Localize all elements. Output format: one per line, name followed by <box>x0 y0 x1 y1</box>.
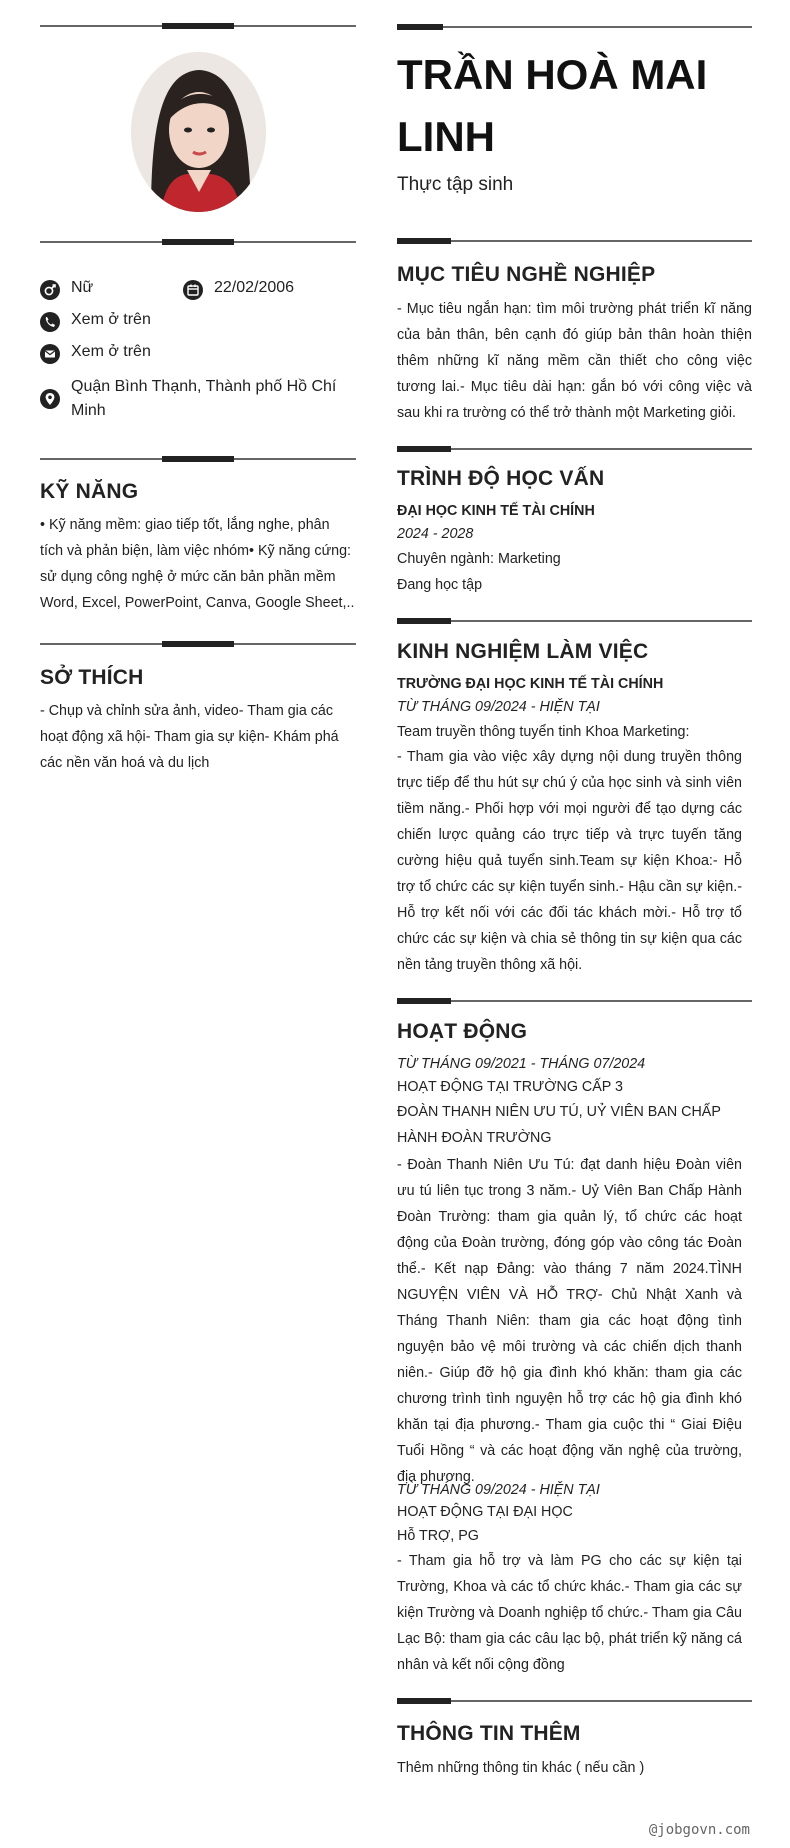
gender-text: Nữ <box>71 279 94 296</box>
email-text: Xem ở trên <box>71 343 151 360</box>
email-icon <box>40 344 60 364</box>
education-period: 2024 - 2028 <box>397 526 474 542</box>
divider-skills <box>40 458 356 460</box>
divider-activities <box>397 1000 752 1002</box>
activity-1-text: - Đoàn Thanh Niên Ưu Tú: đạt danh hiệu Đoàn viên ưu tú liên tục trong 3 năm.- Uỷ Viên Ban Chấp Hành Đoàn Trường: tham gia quản lý, tổ chức các hoạt động của Đoàn trường, đóng góp vào công tác Đoàn thể.- Kết nạp Đảng: vào tháng 7 năm 2024.TÌNH NGUYỆN VIÊN VÀ HỖ TRỢ- Chủ Nhật Xanh và Tháng Thanh Niên: tham gia các hoạt động tình nguyện bảo vệ môi trường và các chiến dịch thanh niên.- Giúp đỡ hộ gia đình khó khăn: tham gia các chương trình tình nguyện hỗ trợ các hộ gia đình khó khăn tại địa phương.- Tham gia cuộc thi “ Giai Điệu Tuổi Hồng “ và các hoạt động văn nghệ của trường, địa phương. <box>397 1157 742 1485</box>
hobbies-text: - Chụp và chỉnh sửa ảnh, video- Tham gia các hoạt động xã hội- Tham gia sự kiện- Khám phá các nền văn hoá và du lịch <box>40 703 339 771</box>
activity-1-org: HOẠT ĐỘNG TẠI TRƯỜNG CẤP 3 <box>397 1079 623 1095</box>
extra-title: THÔNG TIN THÊM <box>397 1722 581 1745</box>
skills-title: KỸ NĂNG <box>40 480 139 503</box>
footer-watermark: @jobgovn.com <box>648 1822 750 1838</box>
education-major: Chuyên ngành: Marketing <box>397 551 561 567</box>
experience-text: - Tham gia vào việc xây dựng nội dung truyền thông trực tiếp để thu hút sự chú ý của học sinh và sinh viên tiềm năng.- Phối hợp với mọi người để tạo dựng các chiến lược quảng cáo trực tiếp và trực tuyến tăng cường hiệu quả tuyển sinh.Team sự kiện Khoa:- Hỗ trợ tổ chức các sự kiện tuyển sinh.- Hậu cần sự kiện.- Hỗ trợ kết nối với các đối tác khách mời.- Hỗ trợ tổ chức các sự kiện và chia sẻ thông tin sự kiện qua các nền tảng truyền thông xã hội. <box>397 749 742 973</box>
gender-row <box>40 279 93 300</box>
divider-extra <box>397 1700 752 1702</box>
activities-title: HOẠT ĐỘNG <box>397 1020 528 1043</box>
avatar <box>131 52 266 212</box>
divider-top-left <box>40 25 356 27</box>
phone-row <box>40 311 151 332</box>
birthday-row <box>183 279 294 300</box>
objective-title: MỤC TIÊU NGHỀ NGHIỆP <box>397 263 656 286</box>
divider-top-right <box>397 26 752 28</box>
email-row <box>40 343 151 364</box>
address-row <box>40 375 356 423</box>
skills-text: • Kỹ năng mềm: giao tiếp tốt, lắng nghe, phân tích và phản biện, làm việc nhóm• Kỹ năng cứng: sử dụng công nghệ ở mức căn bản phần mềm Word, Excel, PowerPoint, Canva, Google Sheet,.. <box>40 517 355 611</box>
hobbies-title: SỞ THÍCH <box>40 666 144 689</box>
objective-text: - Mục tiêu ngắn hạn: tìm môi trường phát triển kĩ năng của bản thân, bên cạnh đó giúp bản thân hoàn thiện thêm những kĩ năng mềm cần thiết cho công việc tương lai.- Mục tiêu dài hạn: gắn bó với công việc và sau khi ra trường có thể trở thành một Marketing giỏi. <box>397 301 752 421</box>
experience-title: KINH NGHIỆM LÀM VIỆC <box>397 640 649 663</box>
calendar-icon <box>183 280 203 300</box>
job-title: Thực tập sinh <box>397 174 514 195</box>
activity-2-period: TỪ THÁNG 09/2024 - HIỆN TẠI <box>397 1482 600 1498</box>
experience-period: TỪ THÁNG 09/2024 - HIỆN TẠI <box>397 699 600 715</box>
address-text: Quận Bình Thạnh, Thành phố Hồ Chí Minh <box>71 378 337 419</box>
education-school: ĐẠI HỌC KINH TẾ TÀI CHÍNH <box>397 503 595 519</box>
divider-objective <box>397 240 752 242</box>
birthday-text: 22/02/2006 <box>214 279 295 296</box>
candidate-name: TRẦN HOÀ MAI LINH <box>397 51 708 160</box>
activity-2-role: Hỗ TRỢ, PG <box>397 1528 479 1544</box>
gender-icon <box>40 280 60 300</box>
activity-1-role: ĐOÀN THANH NIÊN ƯU TÚ, UỶ VIÊN BAN CHẤP HÀNH ĐOÀN TRƯỜNG <box>397 1104 721 1146</box>
activity-1-period: TỪ THÁNG 09/2021 - THÁNG 07/2024 <box>397 1056 646 1072</box>
divider-hobbies <box>40 643 356 645</box>
experience-company: TRƯỜNG ĐẠI HỌC KINH TẾ TÀI CHÍNH <box>397 676 664 692</box>
experience-position: Team truyền thông tuyển tinh Khoa Marketing: <box>397 724 690 740</box>
extra-text: Thêm những thông tin khác ( nếu cần ) <box>397 1760 645 1776</box>
phone-text: Xem ở trên <box>71 311 151 328</box>
location-icon <box>40 389 60 409</box>
divider-education <box>397 448 752 450</box>
activity-2-text: - Tham gia hỗ trợ và làm PG cho các sự kiện tại Trường, Khoa và các tổ chức khác.- Tham gia các sự kiện Trường và Doanh nghiệp tổ chức.- Tham gia Câu Lạc Bộ: tham gia các câu lạc bộ, phát triển kỹ năng cá nhân và kết nối cộng đồng <box>397 1553 742 1673</box>
divider-experience <box>397 620 752 622</box>
education-title: TRÌNH ĐỘ HỌC VẤN <box>397 467 605 490</box>
phone-icon <box>40 312 60 332</box>
activity-2-org: HOẠT ĐỘNG TẠI ĐẠI HỌC <box>397 1504 573 1520</box>
divider-under-avatar <box>40 241 356 243</box>
education-status: Đang học tập <box>397 577 483 593</box>
